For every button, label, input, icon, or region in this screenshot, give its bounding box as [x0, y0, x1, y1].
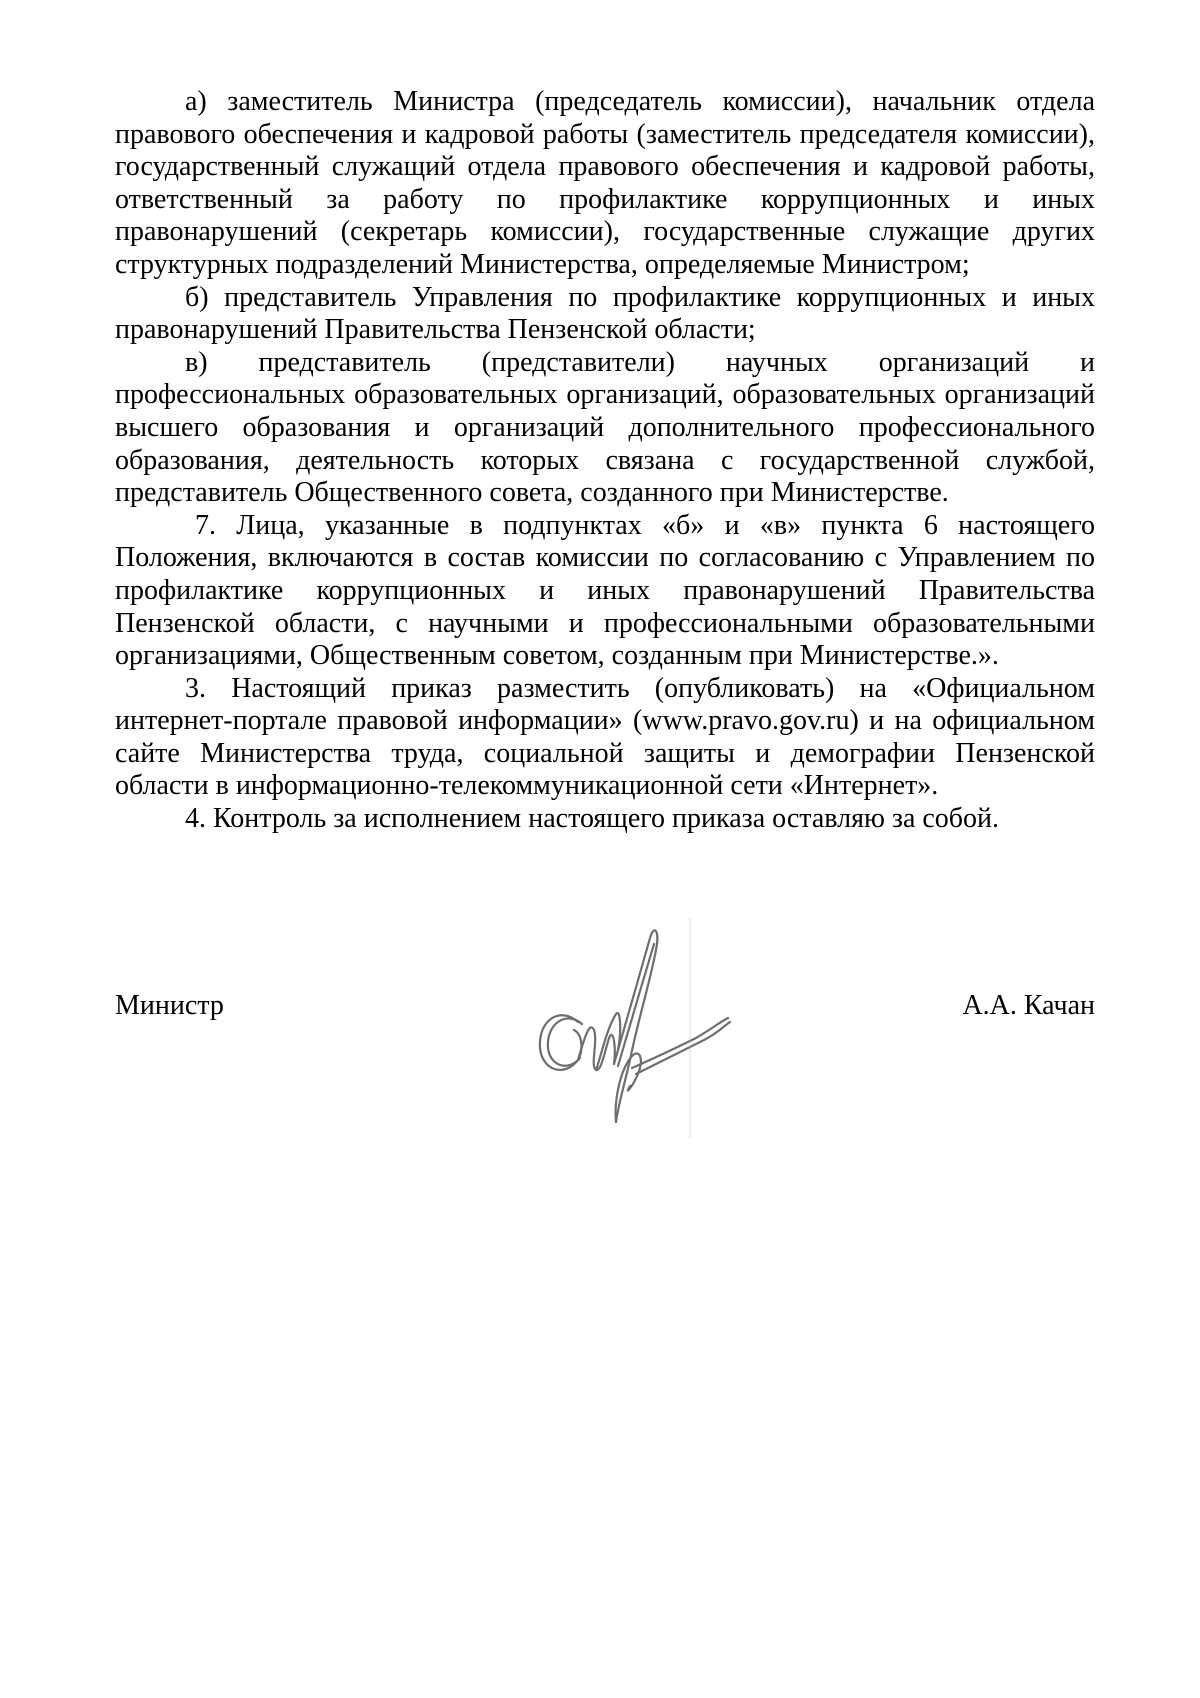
- signatory-name: А.А. Качан: [962, 990, 1095, 1021]
- paragraph-point-4: 4. Контроль за исполнением настоящего приказа оставляю за собой.: [185, 803, 1000, 835]
- paragraph-point-7: 7. Лица, указанные в подпунктах «б» и «в» пункта 6 настоящего Положения, включаются в состав комиссии по согласованию с Управлением по профилактике коррупционных и иных правонарушений Правительства Пензенской области, с научными и профессиональными образовательными организациями, Общественным советом, созданным при Министерстве.».: [115, 509, 1095, 672]
- paragraph-item-b: б) представитель Управления по профилактике коррупционных и иных правонарушений Правительства Пензенской области;: [115, 281, 1095, 346]
- document-body: [115, 86, 1095, 836]
- paragraph-item-v: в) представитель (представители) научных организаций и профессиональных образовательных организаций, образовательных организаций высшего образования и организаций дополнительного профессионального образования, деятельность которых связана с государственной службой, представитель Общественного совета, созданного при Министерстве.: [115, 346, 1095, 509]
- signatory-title: Министр: [115, 990, 224, 1021]
- paragraph-point-3: 3. Настоящий приказ разместить (опубликовать) на «Официальном интернет-портале правовой информации» (www.pravo.gov.ru) и на официальном сайте Министерства труда, социальной защиты и демографии Пензенской области в информационно-телекоммуникационной сети «Интернет».: [115, 672, 1095, 802]
- handwritten-signature: [520, 910, 750, 1140]
- paragraph-item-a: а) заместитель Министра (председатель комиссии), начальник отдела правового обеспечения и кадровой работы (заместитель председателя комиссии), государственный служащий отдела правового обеспечения и кадровой работы, ответственный за работу по профилактике коррупционных и иных правонарушений (секретарь комиссии), государственные служащие других структурных подразделений Министерства, определяемые Министром;: [115, 86, 1095, 280]
